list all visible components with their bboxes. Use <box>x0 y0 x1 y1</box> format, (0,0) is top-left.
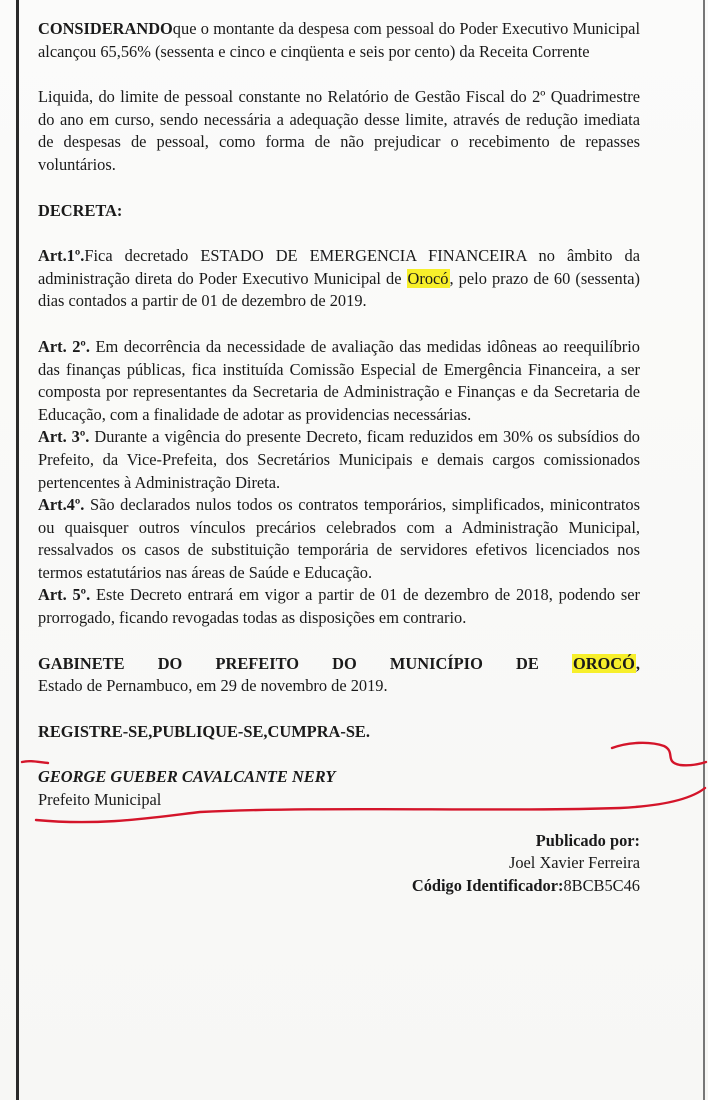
article-3 <box>38 426 640 494</box>
page-right-border <box>703 0 705 1100</box>
article-1-text-b: , pelo prazo de 60 (sessenta) dias contados a partir de 01 de dezembro de 2019. <box>38 268 640 311</box>
signer-role: Prefeito Municipal <box>38 790 162 810</box>
identifier-code-value: 8BCB5C46 <box>563 875 640 895</box>
considerando-paragraph <box>38 18 640 63</box>
signer-name: GEORGE GUEBER CAVALCANTE NERY <box>38 767 336 787</box>
article-5-text: Este Decreto entrará em vigor a partir de 01 de dezembro de 2018, podendo ser prorrogado, ficando revogadas todas as disposições em contrario. <box>38 585 640 628</box>
considerando-label: CONSIDERANDO <box>38 19 173 38</box>
article-5 <box>38 584 640 629</box>
registre-line: REGISTRE-SE,PUBLIQUE-SE,CUMPRA-SE. <box>38 721 370 741</box>
article-1 <box>38 245 640 313</box>
article-1-highlight: Orocó <box>407 268 449 288</box>
page-left-border <box>16 0 19 1100</box>
gabinete-location-date: Estado de Pernambuco, em 29 de novembro de 2019. <box>38 676 388 696</box>
article-2 <box>38 336 640 426</box>
article-4-text: São declarados nulos todos os contratos temporários, simplificados, minicontratos ou quaisquer outros vínculos precários celebrados com a Administração Municipal, ressalvados os casos de substituição temporária de servidores efetivos licenciados nos termos estatutários nas áreas de Saúde e Educação. <box>38 495 640 582</box>
gabinete-highlight: OROCÓ <box>572 653 635 673</box>
published-by-label: Publicado por: <box>535 830 640 850</box>
article-3-text: Durante a vigência do presente Decreto, ficam reduzidos em 30% os subsídios do Prefeito, da Vice-Prefeita, dos Secretários Municipais e demais cargos comissionados pertencentes à Administração Direta. <box>38 427 641 492</box>
identifier-code <box>38 875 640 898</box>
article-4 <box>38 494 640 584</box>
gabinete-text: GABINETE DO PREFEITO DO MUNICÍPIO DE <box>38 653 572 673</box>
gabinete-line <box>38 653 640 676</box>
considerando-text: que o montante da despesa com pessoal do Poder Executivo Municipal alcançou 65,56% (sessenta e cinco e cinqüenta e seis por cento) da Receita Corrente <box>38 19 640 61</box>
article-5-label: Art. 5º. <box>38 585 91 605</box>
publisher-name: Joel Xavier Ferreira <box>508 853 640 873</box>
article-4-label: Art.4º. <box>38 495 85 515</box>
article-2-text: Em decorrência da necessidade de avaliação das medidas idôneas ao reequilíbrio das finanças públicas, fica instituída Comissão Especial de Emergência Financeira, a ser composta por representantes da Secretaria de Administração e Finanças e da Secretaria de Educação, com a finalidade de adotar as providencias necessárias. <box>38 336 641 424</box>
decreta-heading: DECRETA: <box>38 200 123 220</box>
article-1-text-a: Fica decretado ESTADO DE EMERGENCIA FINANCEIRA no âmbito da administração direta do Poder Executivo Municipal de <box>38 246 640 288</box>
article-2-label: Art. 2º. <box>38 336 90 356</box>
liquida-paragraph: Liquida, do limite de pessoal constante no Relatório de Gestão Fiscal do 2º Quadrimestre do ano em curso, sendo necessária a adequação desse limite, através de redução imediata de despesas de pessoal, como forma de não prejudicar o recebimento de repasses voluntários. <box>38 87 640 174</box>
gabinete-tail: , <box>635 653 640 673</box>
article-1-label: Art.1º. <box>38 246 85 266</box>
identifier-code-label: Código Identificador: <box>411 875 564 895</box>
decree-body <box>38 18 640 897</box>
article-3-label: Art. 3º. <box>38 427 90 447</box>
